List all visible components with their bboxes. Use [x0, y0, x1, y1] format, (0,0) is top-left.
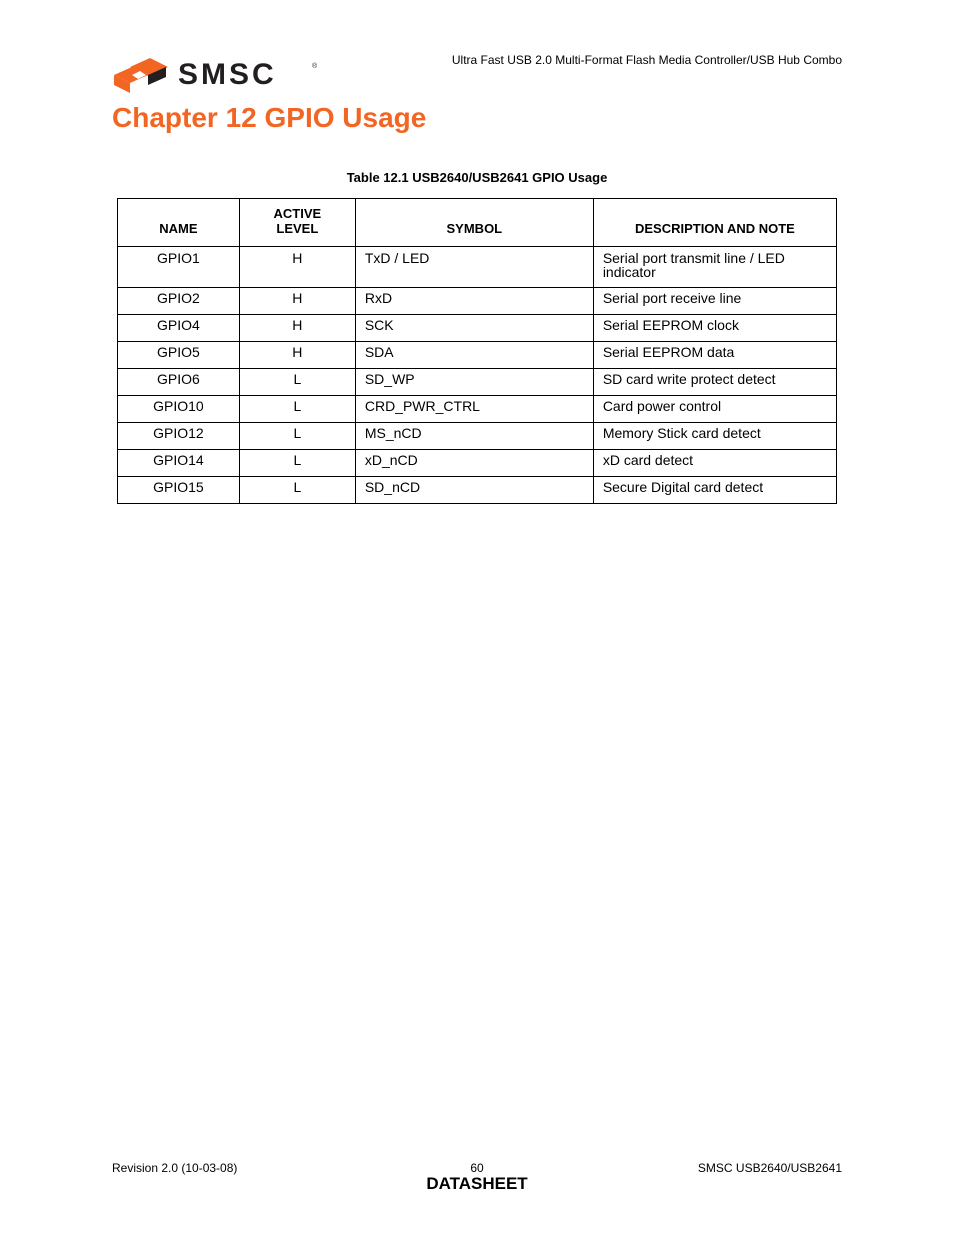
cell-description: Serial EEPROM data [593, 342, 836, 369]
cell-level: H [239, 288, 355, 315]
header-symbol: SYMBOL [355, 199, 593, 247]
footer-revision: Revision 2.0 (10-03-08) [112, 1161, 238, 1175]
header-level-line1: ACTIVE [273, 206, 322, 221]
table-row [118, 342, 837, 369]
footer-page-number: 60 [470, 1161, 484, 1175]
cell-symbol: SD_WP [355, 369, 593, 396]
cell-name: GPIO12 [118, 423, 240, 450]
cell-symbol: MS_nCD [355, 423, 593, 450]
cell-description: Serial port receive line [593, 288, 836, 315]
table-row [118, 450, 837, 477]
cell-level: L [239, 423, 355, 450]
header-description: DESCRIPTION AND NOTE [593, 199, 836, 247]
footer-datasheet-label: DATASHEET [426, 1174, 528, 1193]
table-row [118, 423, 837, 450]
cell-description: SD card write protect detect [593, 369, 836, 396]
cell-name: GPIO2 [118, 288, 240, 315]
chapter-title: Chapter 12 GPIO Usage [112, 102, 427, 133]
cell-description: Card power control [593, 396, 836, 423]
cell-level: H [239, 247, 355, 288]
header-level-line2: LEVEL [276, 221, 319, 236]
smsc-logo-mark [114, 58, 168, 93]
cell-level: L [239, 369, 355, 396]
header-active-level [239, 199, 355, 247]
cell-name: GPIO4 [118, 315, 240, 342]
cell-symbol: SCK [355, 315, 593, 342]
cell-description-line2: indicator [602, 264, 656, 280]
table-caption: Table 12.1 USB2640/USB2641 GPIO Usage [346, 170, 608, 185]
cell-level: L [239, 396, 355, 423]
cell-description: Memory Stick card detect [593, 423, 836, 450]
cell-description: xD card detect [593, 450, 836, 477]
cell-description: Serial EEPROM clock [593, 315, 836, 342]
cell-symbol: TxD / LED [355, 247, 593, 288]
cell-name: GPIO1 [118, 247, 240, 288]
smsc-logo [112, 55, 322, 95]
cell-description [593, 247, 836, 288]
cell-description-line1: Serial port transmit line / LED [602, 250, 785, 266]
table-row [118, 369, 837, 396]
footer-product: SMSC USB2640/USB2641 [697, 1161, 842, 1175]
cell-level: L [239, 477, 355, 504]
cell-level: H [239, 342, 355, 369]
table-row [118, 288, 837, 315]
cell-level: H [239, 315, 355, 342]
gpio-usage-table [117, 198, 837, 504]
table-row [118, 477, 837, 504]
cell-symbol: xD_nCD [355, 450, 593, 477]
table-row [118, 315, 837, 342]
cell-symbol: RxD [355, 288, 593, 315]
logo-wordmark: SMSC [178, 58, 277, 91]
cell-level: L [239, 450, 355, 477]
cell-symbol: SDA [355, 342, 593, 369]
cell-name: GPIO14 [118, 450, 240, 477]
table-row [118, 396, 837, 423]
cell-symbol: SD_nCD [355, 477, 593, 504]
cell-name: GPIO6 [118, 369, 240, 396]
cell-name: GPIO5 [118, 342, 240, 369]
cell-description: Secure Digital card detect [593, 477, 836, 504]
registered-mark: ® [312, 63, 318, 70]
cell-name: GPIO10 [118, 396, 240, 423]
header-name: NAME [118, 199, 240, 247]
table-header-row [118, 199, 837, 247]
cell-name: GPIO15 [118, 477, 240, 504]
table-row [118, 247, 837, 288]
document-header-title: Ultra Fast USB 2.0 Multi-Format Flash Media Controller/USB Hub Combo [451, 53, 842, 67]
cell-symbol: CRD_PWR_CTRL [355, 396, 593, 423]
